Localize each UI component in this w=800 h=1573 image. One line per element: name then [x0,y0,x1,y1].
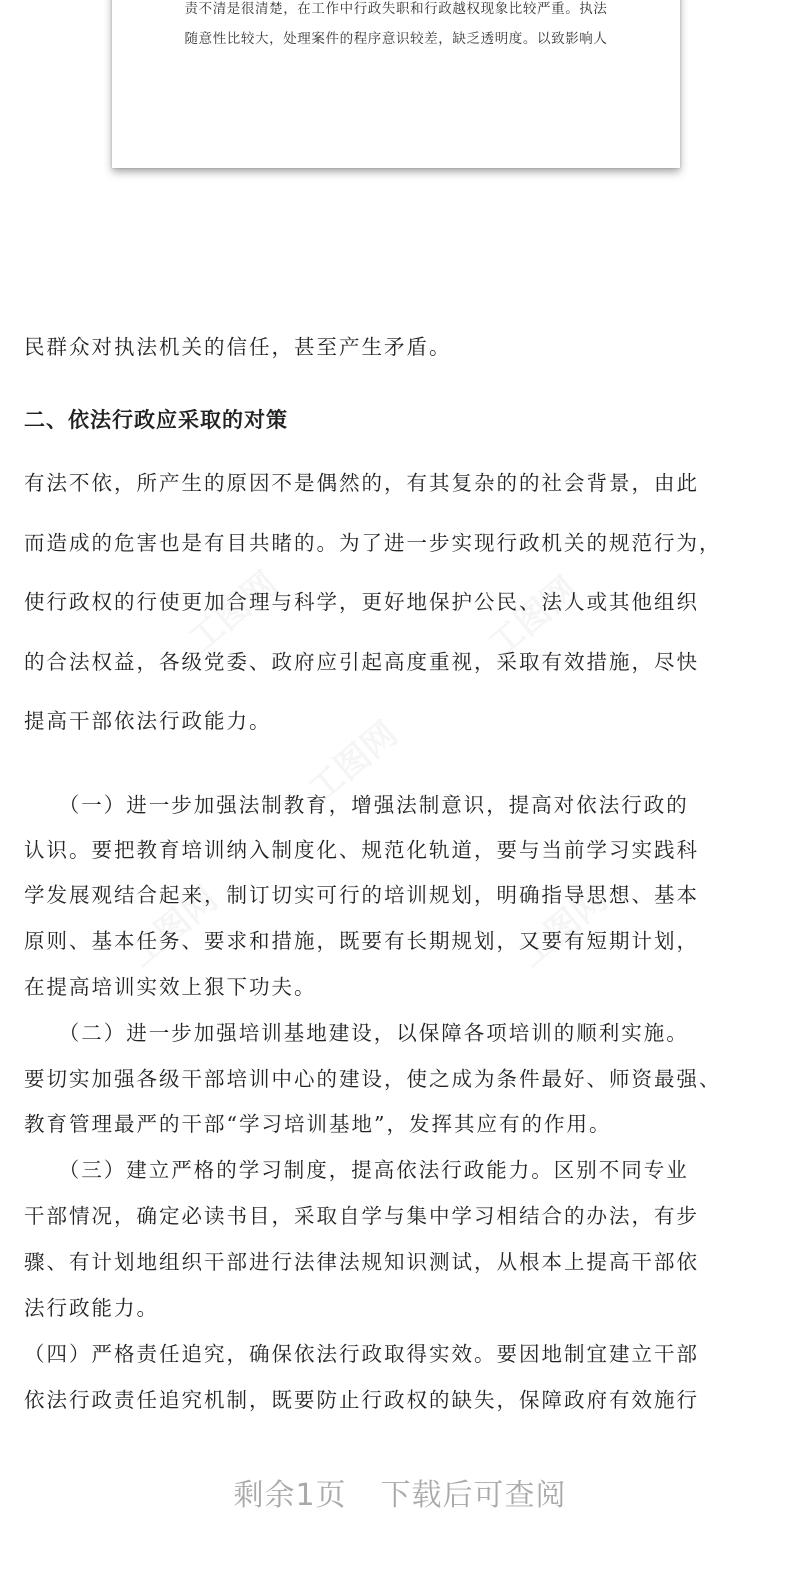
remaining-pages-label: 剩余1页 [233,1478,347,1513]
body-text-line: 使行政权的行使更加合理与科学，更好地保护公民、法人或其他组织 [24,590,699,614]
page-preview-card [112,0,680,168]
body-text-line: （三）建立严格的学习制度，提高依法行政能力。区别不同专业 [24,1158,689,1182]
body-text-line: 有法不依，所产生的原因不是偶然的，有其复杂的的社会背景，由此 [24,471,699,495]
body-text-line: 提高干部依法行政能力。 [24,709,272,733]
body-text-line: 法行政能力。 [24,1296,159,1320]
body-text-line: 依法行政责任追究机制，既要防止行政权的缺失，保障政府有效施行 [24,1388,699,1412]
body-text-line: 学发展观结合起来，制订切实可行的培训规划，明确指导思想、基本 [24,883,699,907]
body-text-line: 在提高培训实效上狠下功夫。 [24,975,317,999]
body-text-line: 民群众对执法机关的信任，甚至产生矛盾。 [24,335,452,359]
download-hint-label: 下载后可查阅 [380,1478,567,1513]
body-text-line: （四）严格责任追究，确保依法行政取得实效。要因地制宜建立干部 [24,1342,699,1366]
watermark: 工图网 [181,564,286,661]
body-text-line: （二）进一步加强培训基地建设，以保障各项培训的顺利实施。 [24,1021,689,1045]
section-heading: 二、依法行政应采取的对策 [24,408,288,432]
body-text-line: （一）进一步加强法制教育，增强法制意识，提高对依法行政的 [24,793,689,817]
preview-line: 责不清是很清楚，在工作中行政失职和行政越权现象比较严重。执法 [184,1,608,17]
body-text-line: 干部情况，确定必读书目，采取自学与集中学习相结合的办法，有步 [24,1204,699,1228]
download-to-read-more-button[interactable] [0,1470,800,1514]
body-text-line: 原则、基本任务、要求和措施，既要有长期规划，又要有短期计划， [24,929,699,953]
body-text-line: 而造成的危害也是有目共睹的。为了进一步实现行政机关的规范行为， [24,531,722,555]
body-text-line: 要切实加强各级干部培训中心的建设，使之成为条件最好、师资最强、 [24,1067,722,1091]
preview-line: 随意性比较大，处理案件的程序意识较差，缺乏透明度。以致影响人 [184,31,608,47]
body-text-line: 教育管理最严的干部“学习培训基地”，发挥其应有的作用。 [24,1112,612,1136]
watermark: 工图网 [121,879,226,976]
watermark: 工图网 [301,714,406,811]
watermark: 工图网 [481,569,586,666]
body-text-line: 骤、有计划地组织干部进行法律法规知识测试，从根本上提高干部依 [24,1250,699,1274]
body-text-line: 认识。要把教育培训纳入制度化、规范化轨道，要与当前学习实践科 [24,838,699,862]
body-text-line: 的合法权益，各级党委、政府应引起高度重视，采取有效措施，尽快 [24,650,699,674]
watermark: 工图网 [511,879,616,976]
